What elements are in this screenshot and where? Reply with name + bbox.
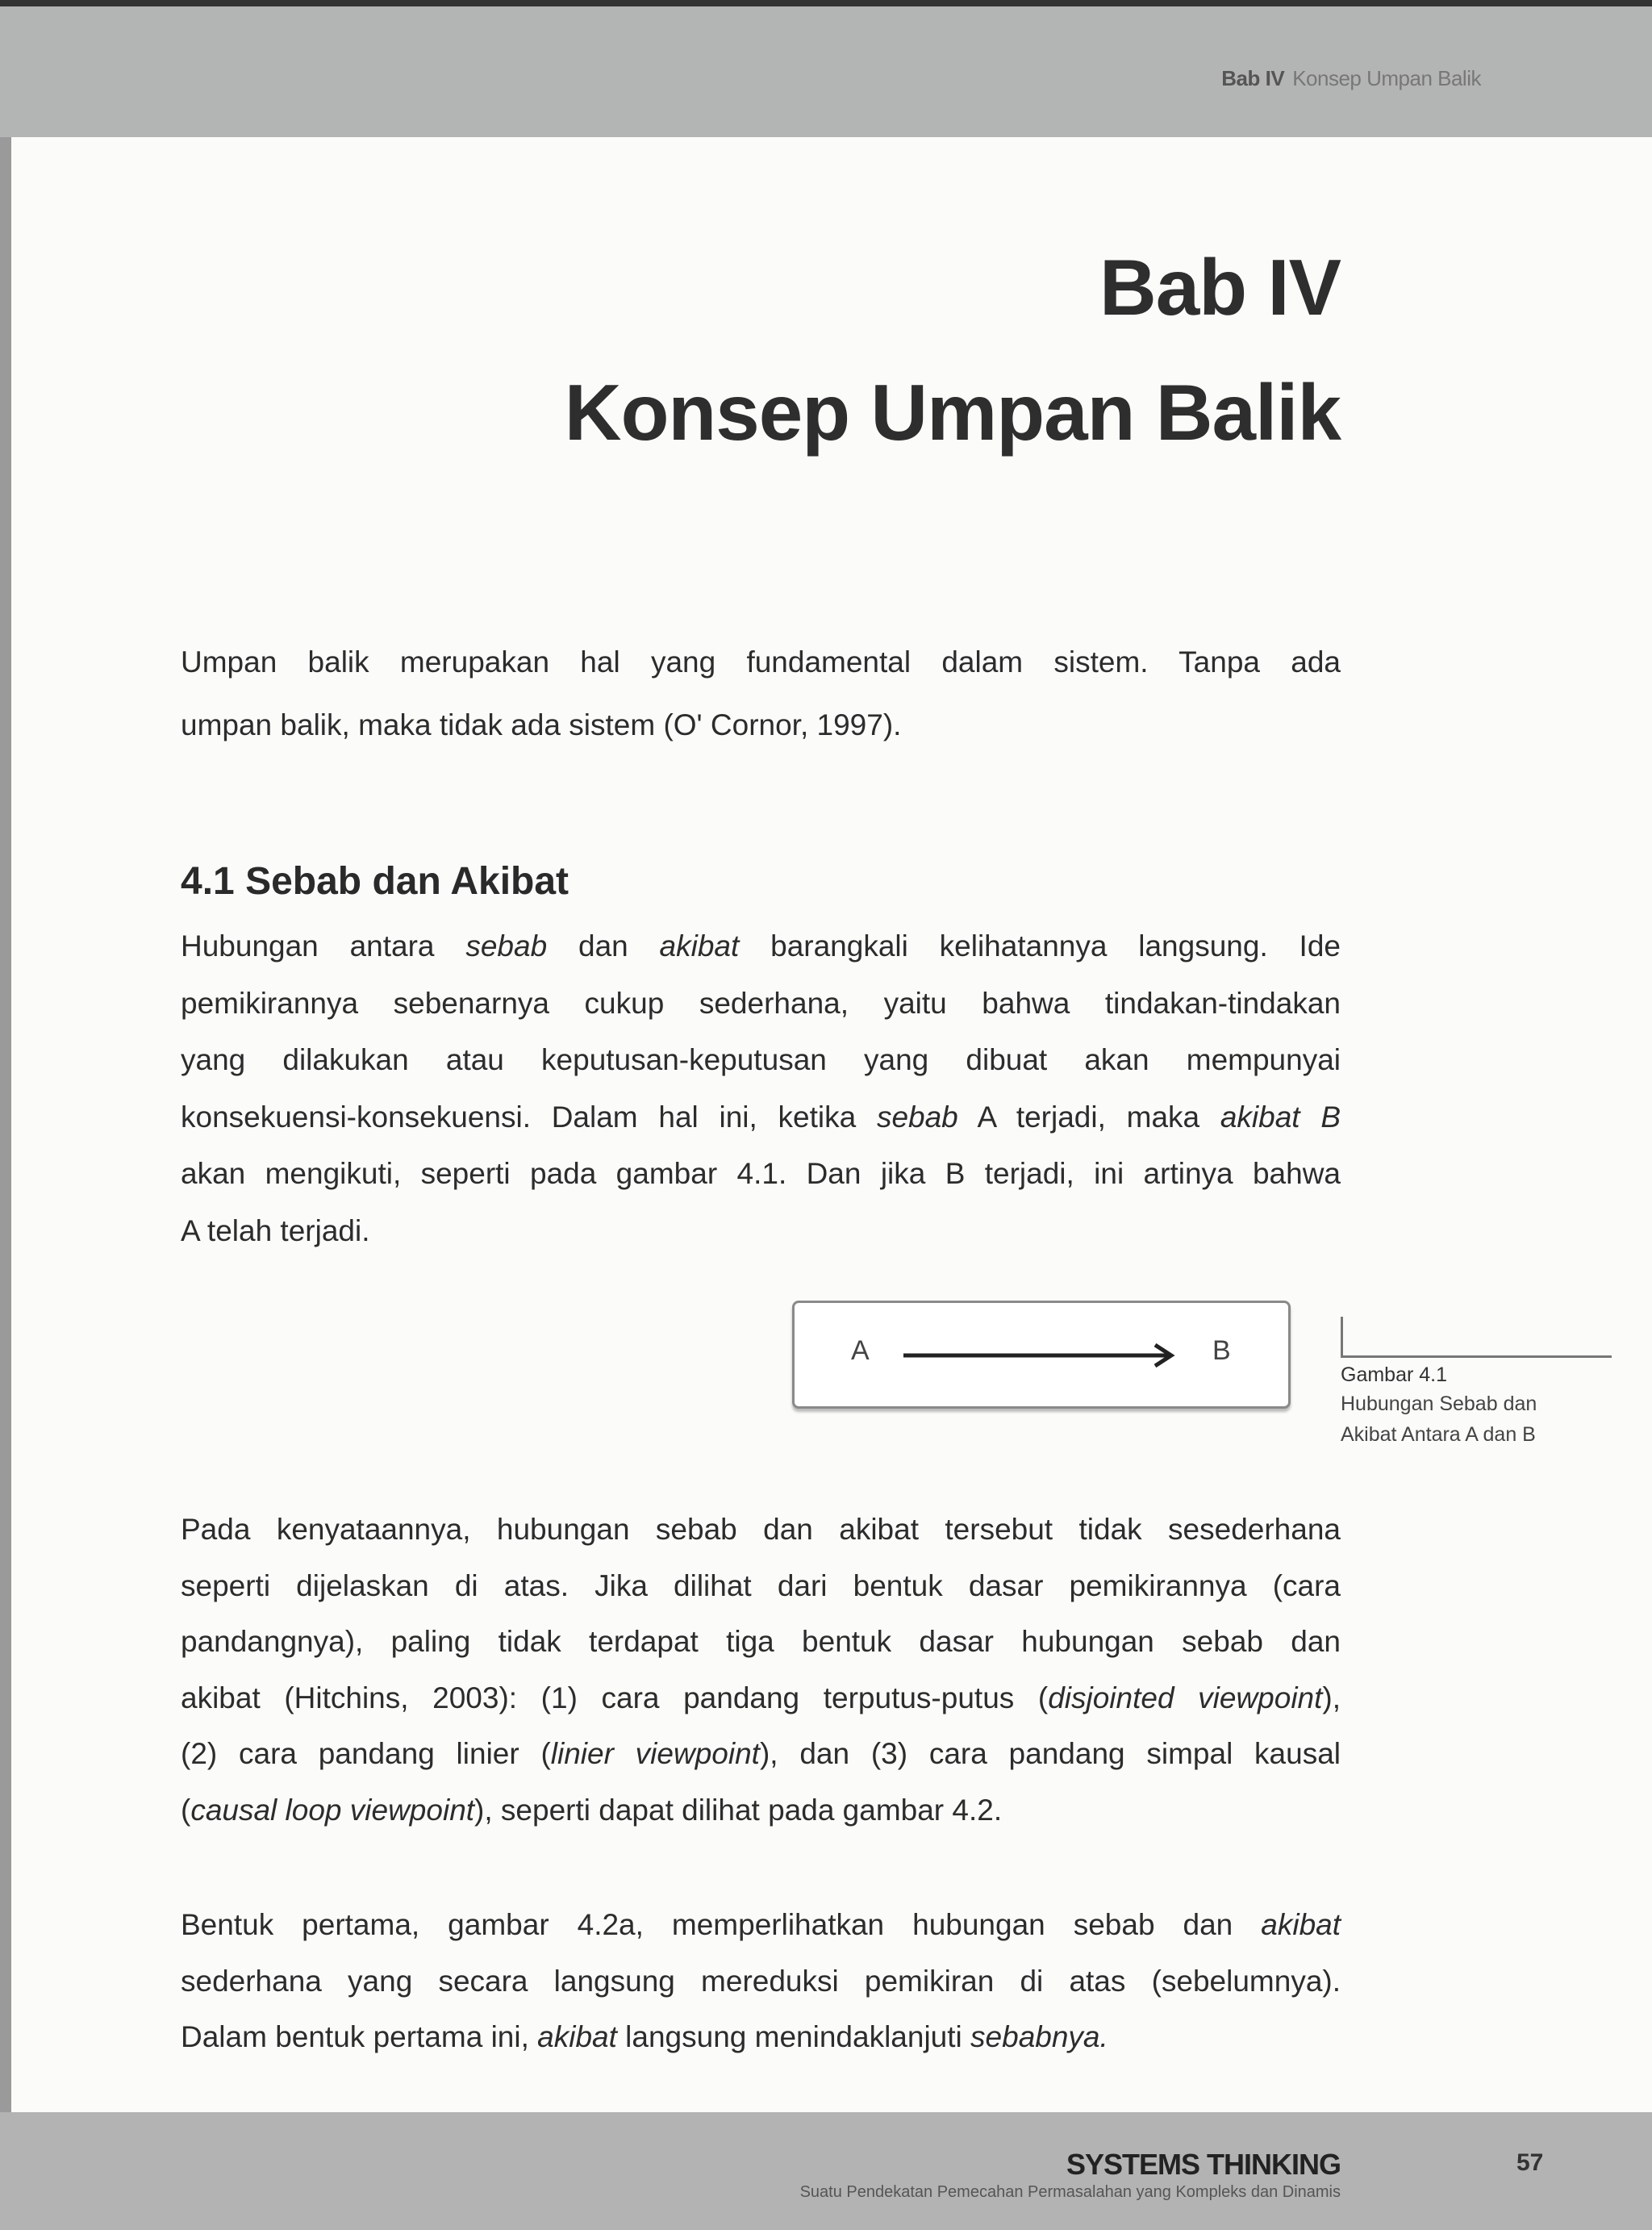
text-segment: A telah terjadi. <box>181 1213 370 1247</box>
text-line <box>181 1681 1341 1715</box>
text-segment: sederhana yang secara langsung mereduksi pemikiran di atas (sebelumnya). <box>181 1964 1341 1998</box>
running-header <box>1221 66 1481 91</box>
italic-term: disjointed viewpoint <box>1048 1681 1323 1714</box>
caption-rule-horizontal <box>1341 1355 1612 1358</box>
text-line <box>181 1100 1341 1134</box>
figure-caption-label: Gambar 4.1 <box>1341 1363 1448 1386</box>
text-line <box>181 987 1341 1021</box>
text-segment: akan mengikuti, seperti pada gambar 4.1. Dan jika B terjadi, ini artinya bahwa <box>181 1157 1341 1190</box>
italic-term: linier viewpoint <box>550 1737 760 1770</box>
italic-term: akibat <box>1261 1908 1341 1941</box>
text-segment: umpan balik, maka tidak ada sistem (O' Cornor, 1997). <box>181 708 902 741</box>
node-a: A <box>851 1335 870 1366</box>
text-segment: dan <box>547 929 660 963</box>
text-segment: Umpan balik merupakan hal yang fundamental dalam sistem. Tanpa ada <box>181 645 1341 679</box>
text-line <box>181 1737 1341 1771</box>
text-line <box>181 2020 1341 2054</box>
figure-caption-line1: Hubungan Sebab dan <box>1341 1393 1537 1415</box>
italic-term: sebabnya. <box>970 2020 1108 2053</box>
text-segment: Hubungan antara <box>181 929 466 963</box>
text-segment: langsung menindaklanjuti <box>616 2020 971 2053</box>
footer-bar <box>0 2112 1652 2230</box>
figure-caption-line2: Akibat Antara A dan B <box>1341 1423 1536 1446</box>
text-line <box>181 1157 1341 1191</box>
text-line <box>181 1794 1341 1827</box>
italic-term: akibat <box>659 929 740 963</box>
text-segment: (2) cara pandang linier ( <box>181 1737 551 1770</box>
chapter-number: Bab IV <box>1099 243 1341 332</box>
text-line <box>181 645 1341 679</box>
text-line <box>181 929 1341 963</box>
text-segment: Pada kenyataannya, hubungan sebab dan akibat tersebut tidak sesederhana <box>181 1513 1341 1546</box>
text-segment: ( <box>181 1793 191 1827</box>
footer-book-subtitle: Suatu Pendekatan Pemecahan Permasalahan yang Kompleks dan Dinamis <box>799 2183 1341 2201</box>
text-line <box>181 1625 1341 1659</box>
text-segment: pandangnya), paling tidak terdapat tiga bentuk dasar hubungan sebab dan <box>181 1625 1341 1658</box>
section-heading: 4.1 Sebab dan Akibat <box>181 860 569 903</box>
text-segment: akibat (Hitchins, 2003): (1) cara pandang terputus-putus ( <box>181 1681 1049 1714</box>
text-segment: pemikirannya sebenarnya cukup sederhana, yaitu bahwa tindakan-tindakan <box>181 986 1341 1020</box>
text-segment: barangkali kelihatannya langsung. Ide <box>739 929 1341 963</box>
text-segment: Bentuk pertama, gambar 4.2a, memperlihatkan hubungan sebab dan <box>181 1908 1262 1941</box>
text-segment: konsekuensi-konsekuensi. Dalam hal ini, ketika <box>181 1100 877 1134</box>
text-line <box>181 1043 1341 1077</box>
text-segment: Dalam bentuk pertama ini, <box>181 2020 538 2053</box>
italic-term: akibat <box>537 2020 617 2053</box>
text-line <box>181 1908 1341 1942</box>
italic-term: causal loop viewpoint <box>190 1793 475 1827</box>
running-header-section: Konsep Umpan Balik <box>1292 66 1481 90</box>
text-segment: ), dan (3) cara pandang simpal kausal <box>759 1737 1341 1770</box>
text-segment: seperti dijelaskan di atas. Jika dilihat dari bentuk dasar pemikirannya (cara <box>181 1568 1341 1602</box>
text-line <box>181 1965 1341 1998</box>
italic-term: akibat B <box>1220 1100 1341 1134</box>
footer-book-title: SYSTEMS THINKING <box>1066 2148 1341 2181</box>
text-segment: ), <box>1322 1681 1341 1714</box>
caption-rule-vertical <box>1341 1317 1343 1357</box>
text-segment: A terjadi, maka <box>957 1100 1220 1134</box>
text-line <box>181 1513 1341 1547</box>
chapter-title: Konsep Umpan Balik <box>564 368 1341 457</box>
page-edge <box>0 0 11 2230</box>
italic-term: sebab <box>876 1100 958 1134</box>
running-header-chapter: Bab IV <box>1221 66 1285 90</box>
arrow-icon <box>903 1343 1178 1368</box>
text-line <box>181 708 1341 742</box>
node-b: B <box>1212 1335 1231 1366</box>
italic-term: sebab <box>465 929 548 963</box>
figure-4-1 <box>792 1301 1291 1409</box>
page-number: 57 <box>1516 2149 1544 2176</box>
text-segment: yang dilakukan atau keputusan-keputusan yang dibuat akan mempunyai <box>181 1043 1341 1076</box>
text-segment: ), seperti dapat dilihat pada gambar 4.2. <box>474 1793 1003 1827</box>
text-line <box>181 1214 1341 1248</box>
text-line <box>181 1569 1341 1603</box>
